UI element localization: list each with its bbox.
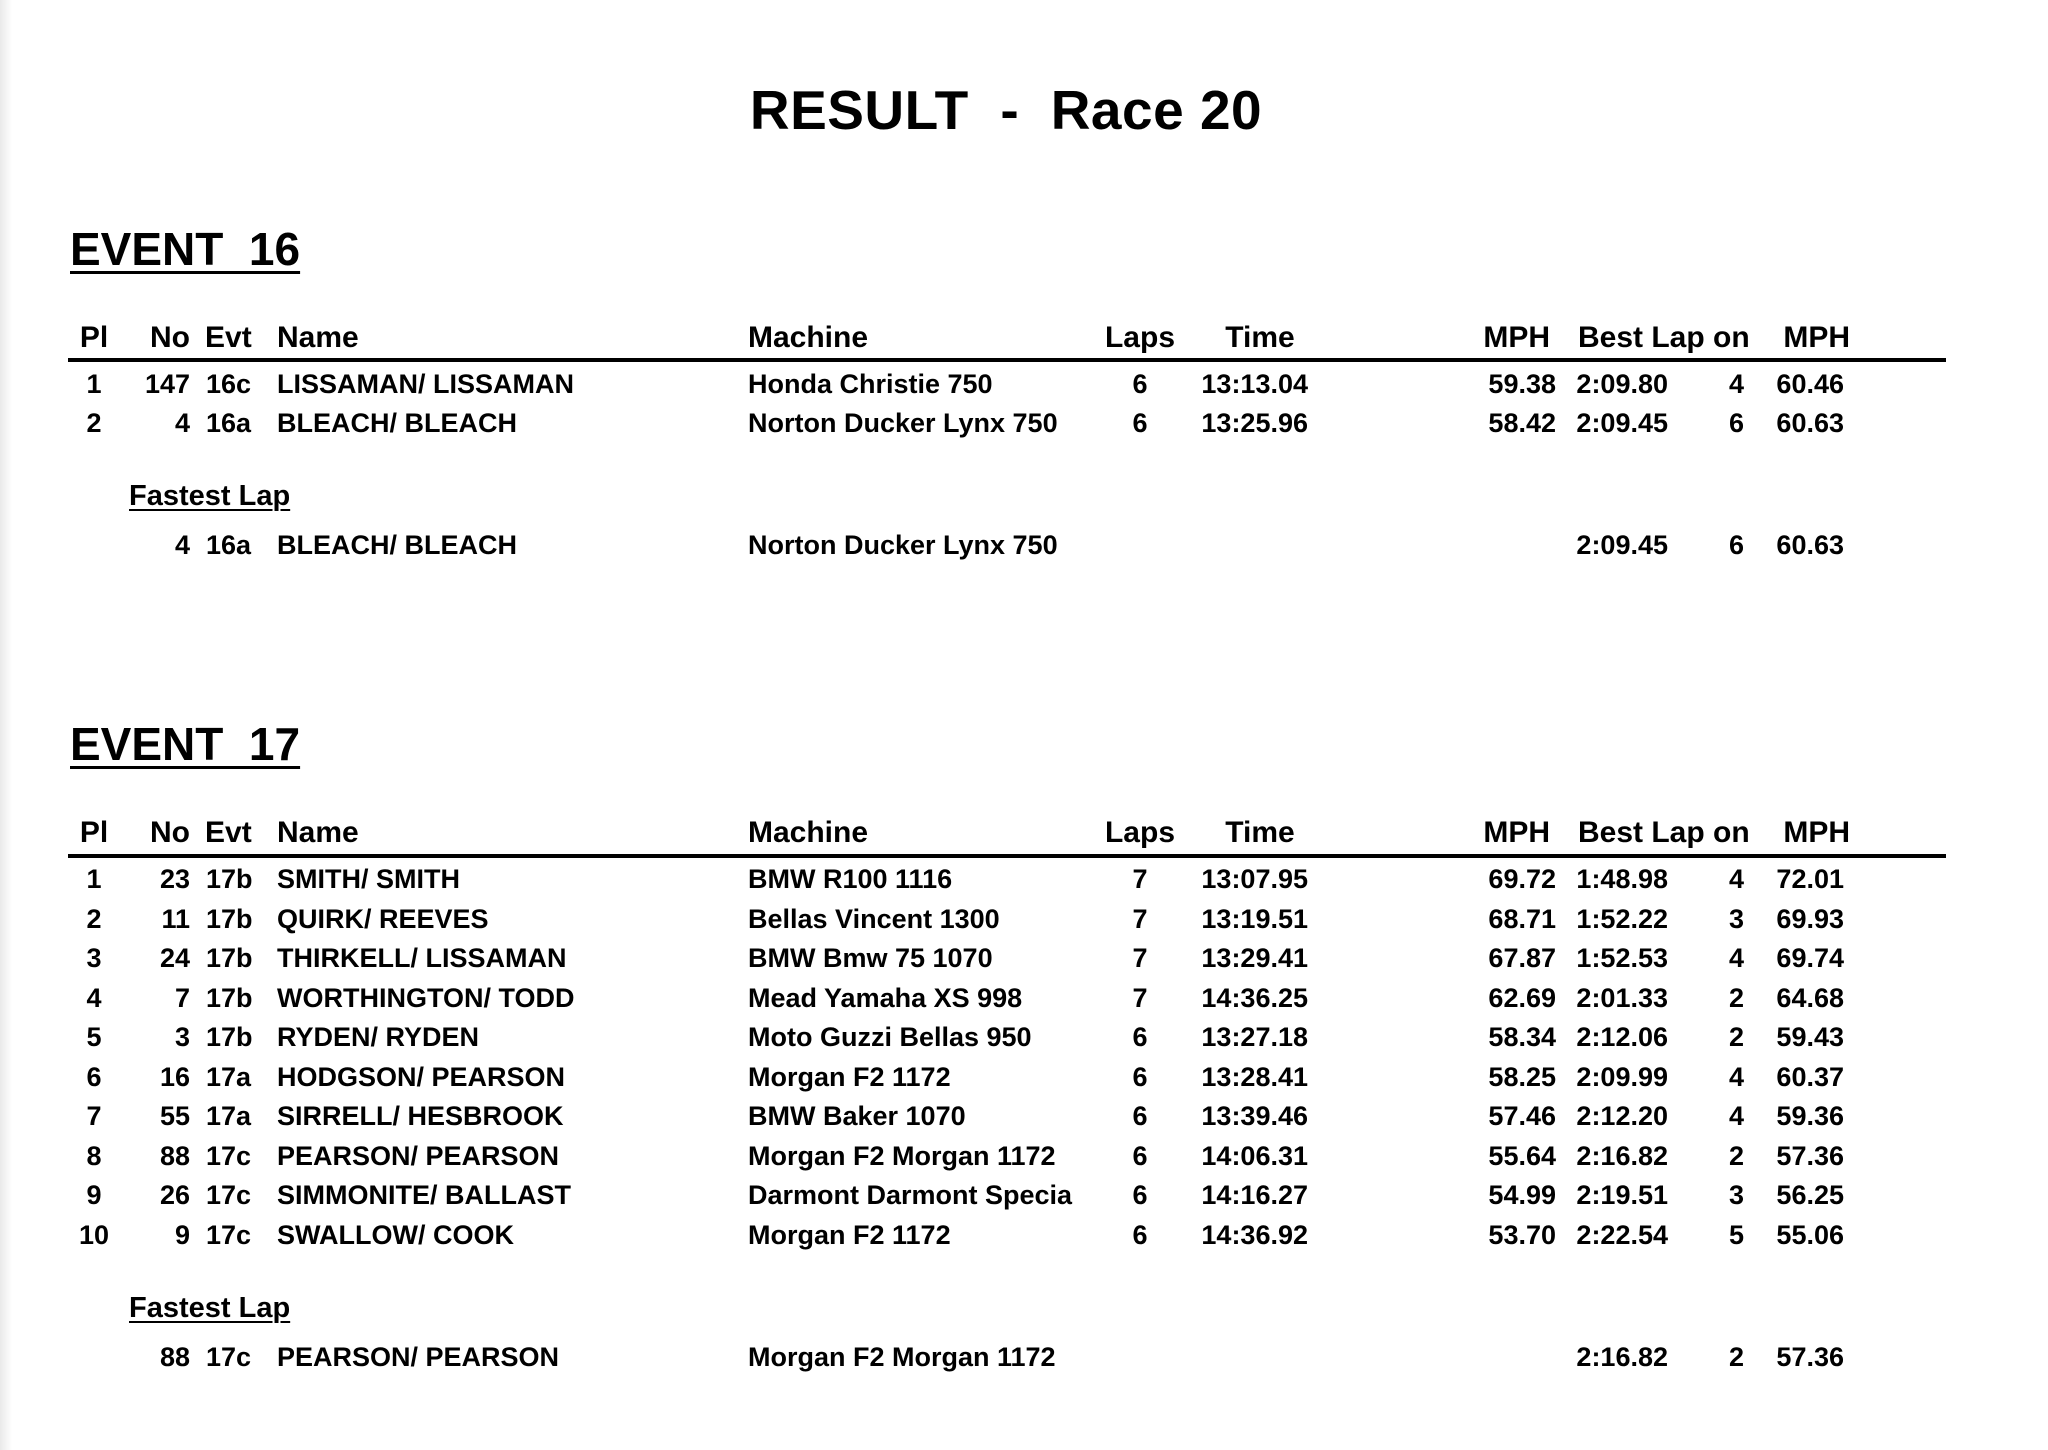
cell-laps: 6 — [1132, 1101, 1148, 1131]
col-header-best-mph: MPH — [1783, 321, 1850, 354]
cell-best-mph: 60.46 — [1776, 369, 1844, 399]
event-16-fastest-lap-row — [0, 527, 2048, 563]
event-17-fastest-lap-row — [0, 1339, 2048, 1375]
cell-name: QUIRK/ REEVES — [277, 904, 489, 934]
cell-best-lap-on: 3 — [1728, 904, 1744, 934]
cell-name: PEARSON/ PEARSON — [277, 1141, 560, 1171]
event-16-title: EVENT 16 — [70, 223, 301, 275]
cell-machine: Moto Guzzi Bellas 950 — [748, 1022, 1032, 1052]
col-header-laps: Laps — [1104, 321, 1176, 354]
cell-best-lap-on: 3 — [1728, 1180, 1744, 1210]
col-header-machine: Machine — [748, 321, 869, 354]
event-17-header-rule — [68, 854, 1946, 858]
cell-best-lap: 2:12.06 — [1576, 1022, 1668, 1052]
page-title: RESULT - Race 20 — [749, 79, 1263, 141]
col-header-mph: MPH — [1483, 816, 1550, 849]
cell-time: 13:19.51 — [1201, 904, 1308, 934]
cell-laps: 7 — [1132, 943, 1148, 973]
cell-best-lap: 2:09.45 — [1576, 530, 1668, 560]
cell-best-lap-on: 4 — [1728, 369, 1744, 399]
cell-evt: 17c — [206, 1220, 252, 1250]
table-row — [0, 1217, 2048, 1253]
cell-machine: Morgan F2 Morgan 1172 — [748, 1342, 1056, 1372]
cell-best-mph: 59.43 — [1776, 1022, 1844, 1052]
col-header-time: Time — [1225, 816, 1295, 849]
table-row — [0, 405, 2048, 441]
cell-no: 88 — [159, 1342, 190, 1372]
cell-evt: 17b — [206, 983, 253, 1013]
cell-name: WORTHINGTON/ TODD — [277, 983, 575, 1013]
cell-best-lap-on: 4 — [1728, 864, 1744, 894]
cell-mph: 58.42 — [1488, 408, 1556, 438]
cell-best-lap: 2:12.20 — [1576, 1101, 1668, 1131]
cell-best-lap: 2:01.33 — [1576, 983, 1668, 1013]
cell-pl: 1 — [86, 369, 102, 399]
cell-time: 13:27.18 — [1201, 1022, 1308, 1052]
cell-machine: Bellas Vincent 1300 — [748, 904, 1000, 934]
cell-name: LISSAMAN/ LISSAMAN — [277, 369, 574, 399]
cell-pl: 3 — [86, 943, 102, 973]
cell-mph: 68.71 — [1488, 904, 1556, 934]
event-16-header-row — [0, 320, 2048, 356]
cell-evt: 17b — [206, 943, 253, 973]
cell-no: 26 — [159, 1180, 190, 1210]
cell-machine: Morgan F2 Morgan 1172 — [748, 1141, 1056, 1171]
col-header-machine: Machine — [748, 816, 869, 849]
cell-machine: Darmont Darmont Specia — [748, 1180, 1073, 1210]
cell-evt: 17a — [206, 1062, 252, 1092]
cell-laps: 6 — [1132, 1220, 1148, 1250]
cell-pl: 10 — [78, 1220, 110, 1250]
cell-best-lap: 2:09.45 — [1576, 408, 1668, 438]
cell-name: BLEACH/ BLEACH — [277, 408, 517, 438]
cell-machine: BMW Baker 1070 — [748, 1101, 966, 1131]
cell-machine: Morgan F2 1172 — [748, 1062, 951, 1092]
col-header-name: Name — [277, 321, 359, 354]
col-header-no: No — [150, 321, 190, 354]
cell-no: 88 — [159, 1141, 190, 1171]
cell-name: BLEACH/ BLEACH — [277, 530, 517, 560]
cell-laps: 7 — [1132, 904, 1148, 934]
cell-best-lap-on: 2 — [1728, 1141, 1744, 1171]
cell-best-mph: 64.68 — [1776, 983, 1844, 1013]
cell-mph: 58.25 — [1488, 1062, 1556, 1092]
event-16-header-rule — [68, 358, 1946, 362]
cell-time: 13:39.46 — [1201, 1101, 1308, 1131]
cell-best-lap-on: 4 — [1728, 943, 1744, 973]
cell-best-mph: 57.36 — [1776, 1141, 1844, 1171]
table-row — [0, 1177, 2048, 1213]
cell-name: SWALLOW/ COOK — [277, 1220, 514, 1250]
cell-best-mph: 59.36 — [1776, 1101, 1844, 1131]
cell-evt: 17c — [206, 1342, 252, 1372]
cell-machine: Mead Yamaha XS 998 — [748, 983, 1023, 1013]
table-row — [0, 1059, 2048, 1095]
cell-time: 13:29.41 — [1201, 943, 1308, 973]
cell-no: 7 — [174, 983, 190, 1013]
col-header-best-lap-on: Best Lap on — [1578, 321, 1750, 354]
cell-mph: 67.87 — [1488, 943, 1556, 973]
col-header-no: No — [150, 816, 190, 849]
cell-laps: 6 — [1132, 1141, 1148, 1171]
cell-best-lap: 2:16.82 — [1576, 1342, 1668, 1372]
cell-laps: 6 — [1132, 1022, 1148, 1052]
cell-evt: 17b — [206, 904, 253, 934]
cell-best-mph: 57.36 — [1776, 1342, 1844, 1372]
cell-time: 14:36.92 — [1201, 1220, 1308, 1250]
event-17-header-row — [0, 815, 2048, 851]
cell-time: 13:25.96 — [1201, 408, 1308, 438]
cell-no: 23 — [159, 864, 190, 894]
col-header-pl: Pl — [79, 816, 109, 849]
cell-best-mph: 69.93 — [1776, 904, 1844, 934]
cell-mph: 57.46 — [1488, 1101, 1556, 1131]
cell-best-mph: 69.74 — [1776, 943, 1844, 973]
table-row — [0, 901, 2048, 937]
cell-no: 9 — [174, 1220, 190, 1250]
cell-best-lap: 1:48.98 — [1576, 864, 1668, 894]
cell-machine: BMW R100 1116 — [748, 864, 953, 894]
col-header-mph: MPH — [1483, 321, 1550, 354]
cell-evt: 17b — [206, 864, 253, 894]
cell-name: PEARSON/ PEARSON — [277, 1342, 560, 1372]
cell-best-lap-on: 5 — [1728, 1220, 1744, 1250]
col-header-evt: Evt — [205, 321, 252, 354]
cell-pl: 5 — [86, 1022, 102, 1052]
table-row — [0, 1138, 2048, 1174]
cell-best-lap-on: 2 — [1728, 983, 1744, 1013]
cell-time: 13:13.04 — [1201, 369, 1308, 399]
table-row — [0, 940, 2048, 976]
cell-no: 147 — [144, 369, 190, 399]
cell-pl: 2 — [86, 904, 102, 934]
cell-laps: 6 — [1132, 408, 1148, 438]
cell-best-lap-on: 2 — [1728, 1342, 1744, 1372]
event-17-title: EVENT 17 — [70, 718, 301, 770]
cell-machine: Norton Ducker Lynx 750 — [748, 408, 1058, 438]
cell-best-lap: 1:52.53 — [1576, 943, 1668, 973]
cell-mph: 69.72 — [1488, 864, 1556, 894]
cell-time: 13:28.41 — [1201, 1062, 1308, 1092]
cell-evt: 16a — [206, 408, 252, 438]
cell-best-lap: 1:52.22 — [1576, 904, 1668, 934]
cell-best-lap: 2:09.80 — [1576, 369, 1668, 399]
cell-best-lap-on: 6 — [1728, 530, 1744, 560]
cell-laps: 6 — [1132, 1180, 1148, 1210]
cell-pl: 6 — [86, 1062, 102, 1092]
cell-pl: 4 — [86, 983, 102, 1013]
cell-best-lap: 2:16.82 — [1576, 1141, 1668, 1171]
col-header-laps: Laps — [1104, 816, 1176, 849]
cell-best-lap-on: 4 — [1728, 1101, 1744, 1131]
cell-no: 3 — [174, 1022, 190, 1052]
col-header-time: Time — [1225, 321, 1295, 354]
table-row — [0, 366, 2048, 402]
cell-no: 4 — [174, 530, 190, 560]
cell-laps: 7 — [1132, 983, 1148, 1013]
cell-pl: 1 — [86, 864, 102, 894]
cell-machine: Honda Christie 750 — [748, 369, 993, 399]
cell-best-lap: 2:22.54 — [1576, 1220, 1668, 1250]
cell-laps: 6 — [1132, 369, 1148, 399]
cell-best-mph: 60.63 — [1776, 408, 1844, 438]
cell-best-lap: 2:09.99 — [1576, 1062, 1668, 1092]
cell-evt: 17b — [206, 1022, 253, 1052]
cell-name: HODGSON/ PEARSON — [277, 1062, 566, 1092]
cell-mph: 62.69 — [1488, 983, 1556, 1013]
cell-best-lap-on: 2 — [1728, 1022, 1744, 1052]
cell-time: 14:36.25 — [1201, 983, 1308, 1013]
cell-name: SMITH/ SMITH — [277, 864, 460, 894]
cell-name: SIMMONITE/ BALLAST — [277, 1180, 571, 1210]
cell-time: 14:16.27 — [1201, 1180, 1308, 1210]
cell-laps: 6 — [1132, 1062, 1148, 1092]
cell-pl: 7 — [86, 1101, 102, 1131]
col-header-best-mph: MPH — [1783, 816, 1850, 849]
cell-mph: 54.99 — [1488, 1180, 1556, 1210]
table-row — [0, 1019, 2048, 1055]
cell-pl: 2 — [86, 408, 102, 438]
cell-best-mph: 72.01 — [1776, 864, 1844, 894]
cell-no: 4 — [174, 408, 190, 438]
table-row — [0, 1098, 2048, 1134]
cell-time: 13:07.95 — [1201, 864, 1308, 894]
cell-evt: 17a — [206, 1101, 252, 1131]
cell-evt: 16c — [206, 369, 252, 399]
cell-name: SIRRELL/ HESBROOK — [277, 1101, 564, 1131]
cell-evt: 16a — [206, 530, 252, 560]
cell-machine: Norton Ducker Lynx 750 — [748, 530, 1058, 560]
cell-name: RYDEN/ RYDEN — [277, 1022, 480, 1052]
col-header-best-lap-on: Best Lap on — [1578, 816, 1750, 849]
cell-pl: 8 — [86, 1141, 102, 1171]
cell-best-mph: 56.25 — [1776, 1180, 1844, 1210]
cell-best-mph: 60.37 — [1776, 1062, 1844, 1092]
col-header-pl: Pl — [79, 321, 109, 354]
cell-machine: Morgan F2 1172 — [748, 1220, 951, 1250]
cell-best-mph: 55.06 — [1776, 1220, 1844, 1250]
col-header-evt: Evt — [205, 816, 252, 849]
cell-evt: 17c — [206, 1141, 252, 1171]
cell-evt: 17c — [206, 1180, 252, 1210]
col-header-name: Name — [277, 816, 359, 849]
cell-mph: 53.70 — [1488, 1220, 1556, 1250]
cell-laps: 7 — [1132, 864, 1148, 894]
cell-best-lap-on: 4 — [1728, 1062, 1744, 1092]
cell-time: 14:06.31 — [1201, 1141, 1308, 1171]
event-17-fastest-lap-title: Fastest Lap — [129, 1292, 291, 1324]
table-row — [0, 980, 2048, 1016]
cell-mph: 59.38 — [1488, 369, 1556, 399]
cell-no: 55 — [159, 1101, 190, 1131]
cell-best-lap-on: 6 — [1728, 408, 1744, 438]
cell-mph: 58.34 — [1488, 1022, 1556, 1052]
cell-no: 16 — [159, 1062, 190, 1092]
cell-best-lap: 2:19.51 — [1576, 1180, 1668, 1210]
table-row — [0, 861, 2048, 897]
cell-no: 11 — [161, 904, 190, 934]
cell-mph: 55.64 — [1488, 1141, 1556, 1171]
cell-name: THIRKELL/ LISSAMAN — [277, 943, 567, 973]
cell-no: 24 — [159, 943, 190, 973]
cell-pl: 9 — [86, 1180, 102, 1210]
cell-best-mph: 60.63 — [1776, 530, 1844, 560]
cell-machine: BMW Bmw 75 1070 — [748, 943, 993, 973]
event-16-fastest-lap-title: Fastest Lap — [129, 480, 291, 512]
